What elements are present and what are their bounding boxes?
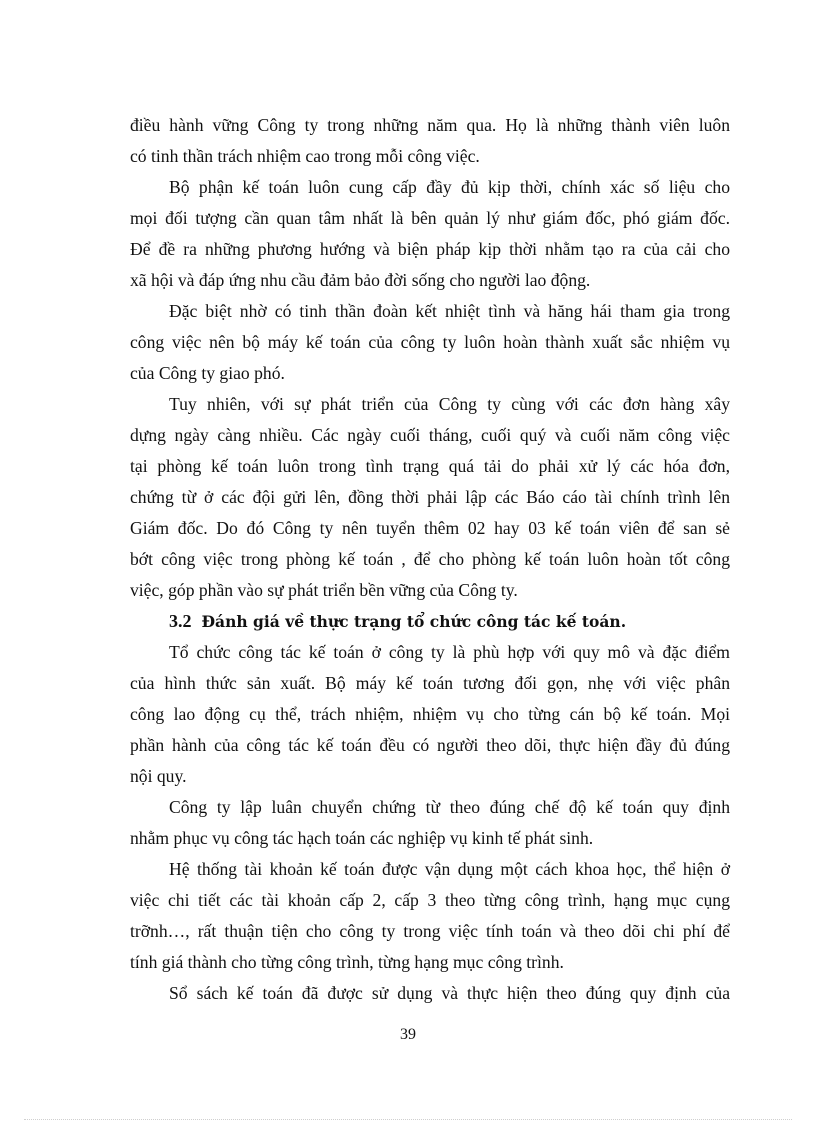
paragraph-line: phần hành của công tác kế toán đều có người theo dõi, thực hiện đầy đủ đúng <box>130 735 730 755</box>
paragraph-line: việc, góp phần vào sự phát triển bền vững của Công ty. <box>130 580 518 600</box>
paragraph-line: bớt công việc trong phòng kế toán , để cho phòng kế toán luôn hoàn tốt công <box>130 549 730 569</box>
paragraph-line: của Công ty giao phó. <box>130 363 285 383</box>
paragraph-line: Công ty lập luân chuyển chứng từ theo đúng chế độ kế toán quy định <box>169 797 730 817</box>
paragraph-line: Sổ sách kế toán đã được sử dụng và thực hiện theo đúng quy định của <box>169 983 730 1003</box>
page-number: 39 <box>400 1026 416 1043</box>
paragraph-line: Hệ thống tài khoản kế toán được vận dụng một cách khoa học, thể hiện ở <box>169 859 730 879</box>
paragraph-line: của hình thức sản xuất. Bộ máy kế toán tương đối gọn, nhẹ với việc phân <box>130 673 730 693</box>
paragraph-line: có tinh thần trách nhiệm cao trong mỗi công việc. <box>130 146 480 166</box>
paragraph-line: tính giá thành cho từng công trình, từng hạng mục công trình. <box>130 952 564 972</box>
section-heading <box>130 606 730 637</box>
paragraph-line: xã hội và đáp ứng nhu cầu đảm bảo đời sống cho người lao động. <box>130 270 591 290</box>
paragraph-line: chứng từ ở các đội gửi lên, đồng thời phải lập các Báo cáo tài chính trình lên <box>130 487 730 507</box>
body-text <box>130 110 730 1009</box>
paragraph-line: nội quy. <box>130 766 187 786</box>
section-title: Đánh giá về thực trạng tổ chức công tác kế toán. <box>201 612 627 631</box>
paragraph-line: việc chi tiết các tài khoản cấp 2, cấp 3 theo từng công trình, hạng mục cụng <box>130 890 730 910</box>
paragraph-line: Bộ phận kế toán luôn cung cấp đầy đủ kịp thời, chính xác số liệu cho <box>169 177 730 197</box>
paragraph-line: điều hành vững Công ty trong những năm qua. Họ là những thành viên luôn <box>130 115 730 135</box>
paragraph-line: mọi đối tượng cần quan tâm nhất là bên quản lý như giám đốc, phó giám đốc. <box>130 208 730 228</box>
paragraph-line: Đặc biệt nhờ có tinh thần đoàn kết nhiệt tình và hăng hái tham gia trong <box>169 301 730 321</box>
footer-rule <box>24 1119 792 1120</box>
section-number: 3.2 <box>169 611 192 631</box>
paragraph-line: tại phòng kế toán luôn trong tình trạng quá tải do phải xử lý các hóa đơn, <box>130 456 730 476</box>
paragraph-line: công lao động cụ thể, trách nhiệm, nhiệm vụ cho từng cán bộ kế toán. Mọi <box>130 704 730 724</box>
paragraph-line: dựng ngày càng nhiều. Các ngày cuối tháng, cuối quý và cuối năm công việc <box>130 425 730 445</box>
paragraph-line: nhằm phục vụ công tác hạch toán các nghiệp vụ kinh tế phát sinh. <box>130 828 594 848</box>
paragraph-line: Giám đốc. Do đó Công ty nên tuyển thêm 02 hay 03 kế toán viên để san sẻ <box>130 518 730 538</box>
paragraph-line: công việc nên bộ máy kế toán của công ty luôn hoàn thành xuất sắc nhiệm vụ <box>130 332 730 352</box>
paragraph-line: trỡnh…, rất thuận tiện cho công ty trong việc tính toán và theo dõi chi phí để <box>130 921 730 941</box>
paragraph-line: Để đề ra những phương hướng và biện pháp kịp thời nhằm tạo ra của cải cho <box>130 239 730 259</box>
paragraph-line: Tổ chức công tác kế toán ở công ty là phù hợp với quy mô và đặc điểm <box>169 642 730 662</box>
paragraph-line: Tuy nhiên, với sự phát triển của Công ty cùng với các đơn hàng xây <box>169 394 730 414</box>
